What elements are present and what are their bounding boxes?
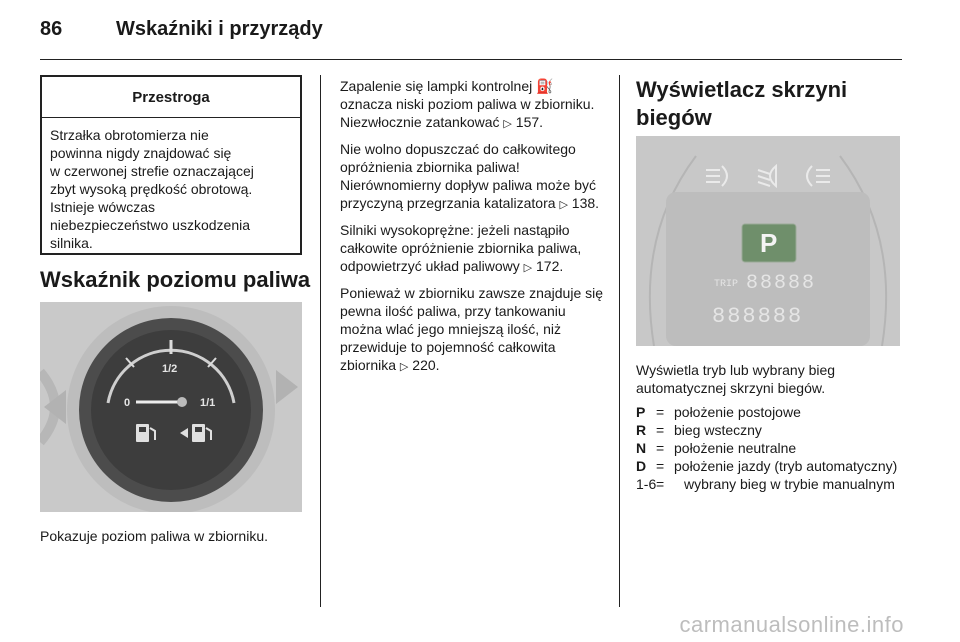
- warning-line: niebezpieczeństwo uszkodzenia: [50, 217, 251, 233]
- page-number: 86: [40, 18, 63, 40]
- reference-arrow-icon: ▷: [399, 361, 409, 373]
- fuel-text-column: [340, 77, 610, 383]
- fuel-gauge-figure: [40, 302, 302, 512]
- page-reference[interactable]: 157.: [515, 114, 544, 130]
- definition-row: P = położenie postojowe: [636, 404, 801, 420]
- warning-title: Przestroga: [42, 77, 300, 118]
- paragraph-1: Zapalenie się lampki kontrolnej ⛽ oznacza niski poziom paliwa w zbiorniku. Niezwłocznie zatankować ▷ 157.: [340, 78, 595, 130]
- gear-caption: Wyświetla tryb lub wybrany bieg automatycznej skrzyni biegów.: [636, 362, 836, 396]
- gear-display-letter: P: [760, 228, 778, 258]
- warning-line: Istnieje wówczas: [50, 199, 156, 215]
- trip-label: TRIP: [714, 279, 739, 290]
- header-rule: [40, 59, 902, 60]
- gear-display-illustration: [636, 136, 900, 346]
- warning-box: [40, 75, 302, 255]
- definition-row: R = bieg wsteczny: [636, 422, 762, 438]
- definition-row: N = położenie neutralne: [636, 440, 797, 456]
- gauge-label-empty: 0: [124, 397, 131, 409]
- reference-arrow-icon: ▷: [559, 199, 568, 211]
- reference-arrow-icon: ▷: [523, 262, 533, 274]
- page-reference[interactable]: 138.: [571, 195, 600, 211]
- page-reference[interactable]: 220.: [412, 357, 440, 373]
- paragraph-4: Ponieważ w zbiorniku zawsze znajduje się pewna ilość paliwa, przy tankowaniu można wlać jego mniejszą ilość, niż przewiduje to pojemność całkowita zbiornika ▷ 220.: [340, 285, 604, 373]
- fuel-section-title: Wskaźnik poziomu paliwa: [40, 267, 311, 292]
- gauge-label-half: 1/2: [162, 363, 178, 375]
- page-reference[interactable]: 172.: [536, 258, 564, 274]
- warning-line: zbyt wysoką prędkość obrotową.: [50, 181, 253, 197]
- fuel-caption: Pokazuje poziom paliwa w zbiorniku.: [40, 528, 268, 544]
- warning-line: powinna nigdy znajdować się: [50, 145, 232, 161]
- definition-row: 1-6 = wybrany bieg w trybie manualnym: [636, 476, 895, 492]
- gear-display-figure: [636, 136, 900, 346]
- svg-text:888888: 888888: [712, 304, 804, 329]
- reference-arrow-icon: ▷: [503, 118, 512, 130]
- fuel-pump-icon: ⛽: [536, 78, 554, 94]
- gear-definition-list: [636, 403, 902, 493]
- warning-line: silnika.: [50, 235, 93, 251]
- gear-section-title: Wyświetlacz skrzyni biegów: [636, 77, 848, 130]
- fuel-gauge-illustration: [40, 302, 302, 512]
- page-title: Wskaźniki i przyrządy: [116, 18, 323, 40]
- paragraph-2: Nie wolno dopuszczać do całkowitego opróżnienia zbiornika paliwa! Nierównomierny dopływ paliwa może być przyczyną przegrzania katalizatora ▷ 138.: [340, 141, 600, 211]
- warning-body: [42, 118, 300, 252]
- watermark: carmanualsonline.info: [679, 612, 904, 637]
- warning-line: Strzałka obrotomierza nie: [50, 127, 209, 143]
- warning-line: w czerwonej strefie oznaczającej: [50, 163, 254, 179]
- svg-text:88888: 88888: [746, 272, 817, 295]
- column-divider-2: [619, 75, 620, 607]
- gauge-label-full: 1/1: [200, 397, 216, 409]
- definition-row: D = położenie jazdy (tryb automatyczny): [636, 458, 898, 474]
- paragraph-3: Silniki wysokoprężne: jeżeli nastąpiło całkowite opróżnienie zbiornika paliwa, odpowietrzyć układ paliwowy ▷ 172.: [340, 222, 582, 274]
- column-divider-1: [320, 75, 321, 607]
